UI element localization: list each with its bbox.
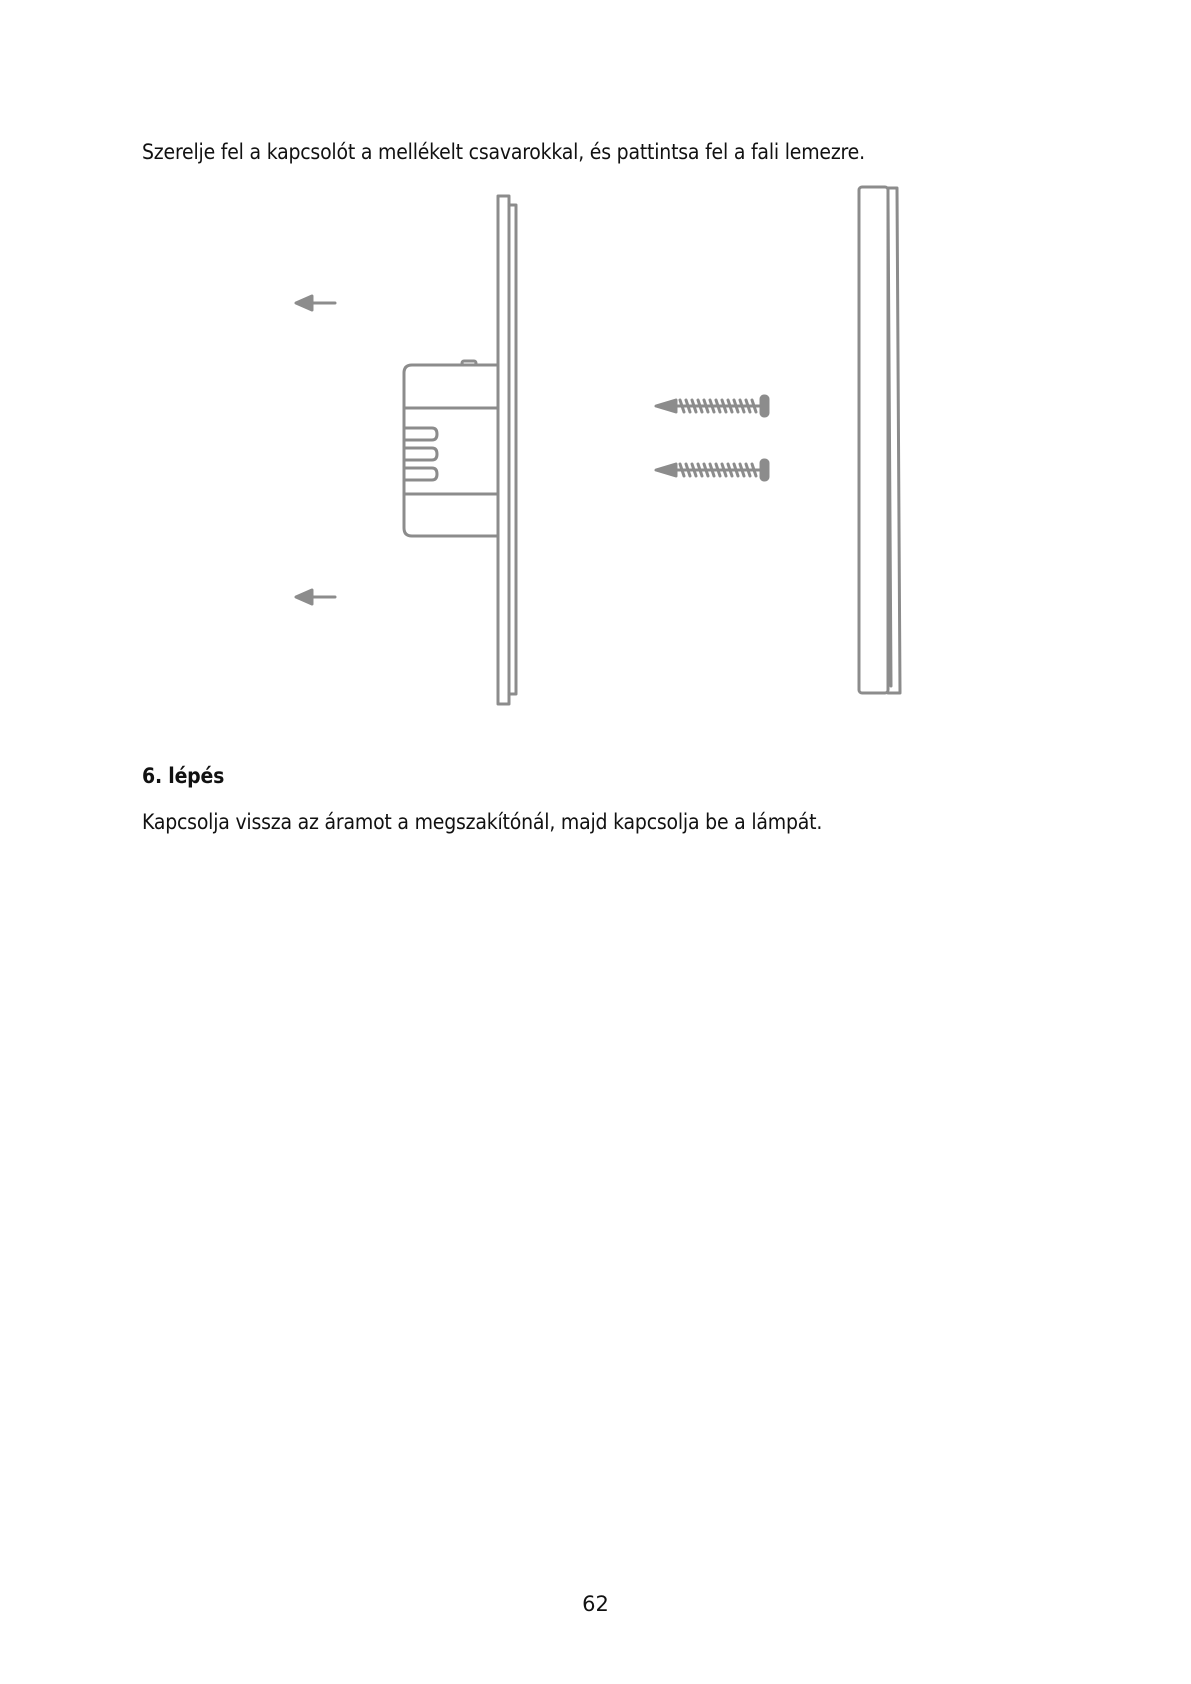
wall-plate — [859, 187, 900, 693]
screw-icon — [656, 460, 768, 480]
left-arrow-icon — [296, 590, 335, 604]
step-text: Kapcsolja vissza az áramot a megszakítónál, majd kapcsolja be a lámpát. — [142, 810, 823, 834]
switch-front-plate — [498, 196, 516, 704]
intro-text: Szerelje fel a kapcsolót a mellékelt csavarokkal, és pattintsa fel a fali lemezre. — [142, 140, 865, 164]
page-number: 62 — [582, 1592, 609, 1616]
switch-module — [404, 361, 498, 536]
step-heading: 6. lépés — [142, 764, 225, 788]
left-arrow-icon — [296, 296, 335, 310]
screw-icon — [656, 396, 768, 416]
